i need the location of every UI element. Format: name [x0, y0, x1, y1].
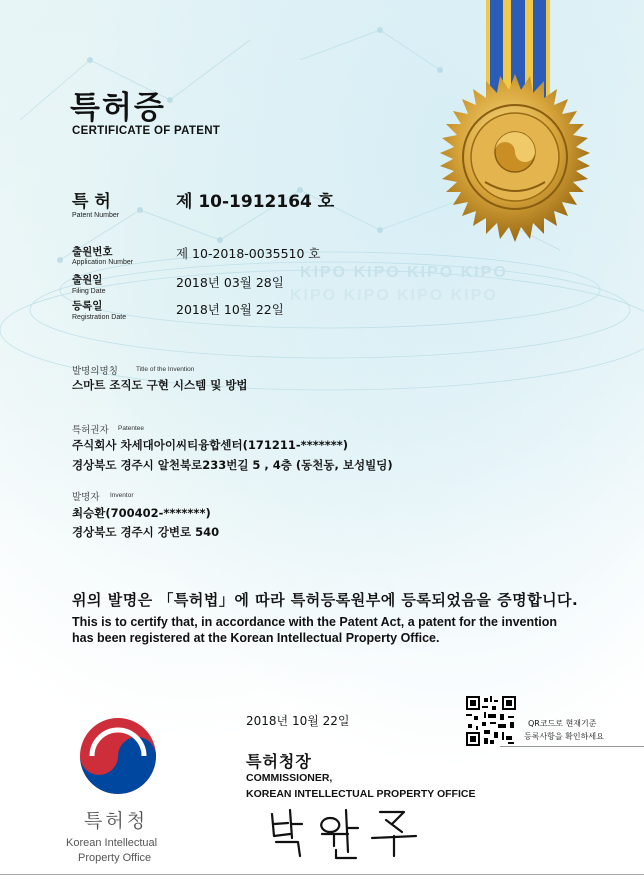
svg-text:KIPO KIPO KIPO KIPO: KIPO KIPO KIPO KIPO	[290, 287, 498, 304]
certification-statement-ko: 위의 발명은 「특허법」에 따라 특허등록원부에 등록되었음을 증명합니다.	[72, 591, 579, 609]
filing-date-label: 출원일	[72, 274, 103, 286]
filing-date-label-en: Filing Date	[72, 288, 106, 295]
commissioner-title-en-line2: KOREAN INTELLECTUAL PROPERTY OFFICE	[246, 788, 476, 800]
commissioner-signature	[268, 800, 428, 860]
patent-number-label-en: Patent Number	[72, 212, 120, 219]
patentee-label-en: Patentee	[118, 425, 145, 432]
application-number-label: 출원번호	[72, 246, 113, 258]
qr-note-line1: QR코드로 현재기준	[528, 719, 597, 728]
patentee-name: 주식회사 차세대아이씨티융합센터(171211-*******)	[72, 438, 349, 452]
application-number-value: 제 10-2018-0035510 호	[176, 246, 321, 261]
inventor-label: 발명자	[72, 492, 100, 503]
registration-date-value: 2018년 10월 22일	[176, 302, 284, 317]
registration-date-label: 등록일	[72, 300, 103, 312]
inventor-address: 경상북도 경주시 강변로 540	[72, 525, 220, 539]
commissioner-title: 특허청장	[246, 752, 312, 771]
patentee-address: 경상북도 경주시 알천북로233번길 5 , 4층 (동천동, 보성빌딩)	[72, 458, 393, 472]
office-logo-name-ko: 특허청	[84, 810, 149, 832]
registration-date-label-en: Registration Date	[72, 314, 127, 321]
certification-statement-en-line1: This is to certify that, in accordance with the Patent Act, a patent for the invention	[72, 615, 558, 629]
patent-number-value: 제 10-1912164 호	[176, 192, 335, 212]
bottom-border	[0, 874, 644, 875]
inventor-name: 최승환(700402-*******)	[72, 506, 211, 520]
qr-code-icon[interactable]	[466, 696, 516, 746]
svg-text:KIPO KIPO KIPO KIPO: KIPO KIPO KIPO KIPO	[300, 264, 508, 281]
invention-title-value: 스마트 조직도 구현 시스템 및 방법	[72, 378, 248, 392]
certification-statement-en	[72, 614, 557, 646]
filing-date-value: 2018년 03월 28일	[176, 275, 284, 290]
issue-date: 2018년 10월 22일	[246, 714, 350, 728]
inventor-label-en: Inventor	[110, 492, 134, 499]
kipo-logo-icon	[78, 716, 158, 796]
invention-title-label-en: Title of the Invention	[136, 366, 195, 373]
divider-line	[500, 746, 644, 747]
office-logo-name-en-line1: Korean Intellectual	[66, 837, 158, 849]
certification-statement-en-line2: has been registered at the Korean Intellectual Property Office.	[72, 631, 440, 645]
office-logo-name-en-line2: Property Office	[78, 852, 152, 864]
certificate-title: 특허증	[70, 90, 166, 126]
qr-note-line2: 등록사항을 확인하세요	[524, 732, 604, 741]
commissioner-title-en-line1: COMMISSIONER,	[246, 772, 333, 784]
patent-number-label: 특 허	[72, 192, 111, 212]
gold-seal-icon	[430, 72, 600, 242]
patentee-label: 특허권자	[72, 425, 109, 436]
invention-title-label: 발명의명칭	[72, 366, 118, 377]
application-number-label-en: Application Number	[72, 259, 134, 266]
certificate-title-en: CERTIFICATE OF PATENT	[72, 125, 221, 137]
